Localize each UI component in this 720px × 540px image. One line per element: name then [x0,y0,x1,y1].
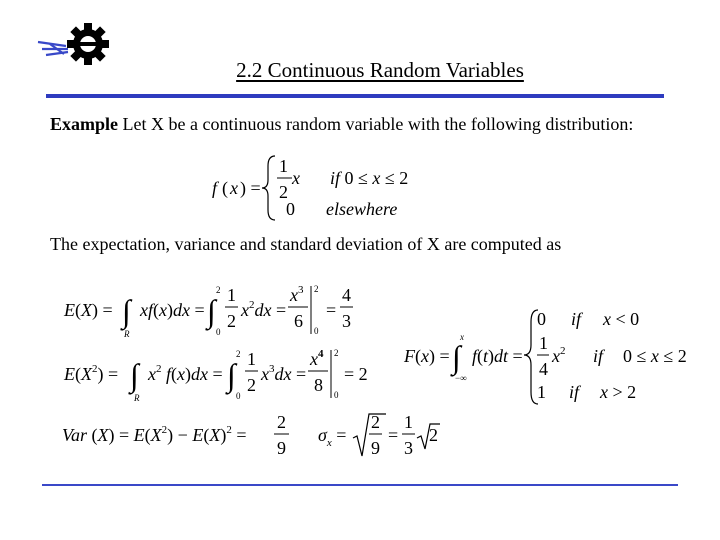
svg-text:x3: $x^3$ [290,284,304,305]
density-formula [212,156,408,220]
svg-text:1: 1 [404,412,413,432]
svg-text:σx =: $\sigma_x$ = [318,425,347,449]
svg-text:x: x [292,168,300,188]
svg-text:0: 0 [286,199,295,219]
svg-text:∫: ∫ [227,357,236,393]
svg-text:1: 1 [227,285,236,305]
svg-text:0: 0 [537,309,546,329]
svg-text:2: 2 [279,182,288,202]
svg-text:if: if [593,346,604,366]
svg-text:2: 2 [227,311,236,331]
svg-text:2: 2 [216,285,221,295]
svg-text:xf(x)dx =: xf(x)dx = [140,300,205,320]
svg-text:x4: $x^4$ [310,348,324,369]
svg-text:0: 0 [216,327,221,337]
expectation-formula [63,284,353,339]
svg-text:F(x) =: F(x) = [404,346,450,366]
svg-text:=: = [326,300,337,320]
svg-text:f(t)dt =: f(t)dt = [472,346,523,366]
svg-text:2: 2 [247,375,256,395]
svg-text:x2dx =: $x^2dx$ = [241,299,287,320]
svg-text:−∞: −∞ [455,373,467,383]
svg-text:4: 4 [539,359,548,379]
svg-text:2: 2 [371,412,380,432]
svg-text:R: R [134,393,140,403]
svg-text:2: 2 [236,349,241,359]
svg-text:1: 1 [247,349,256,369]
svg-text:∫: ∫ [452,339,461,375]
svg-text:R: R [124,329,130,339]
slide-title-text: 2.2 Continuous Random Variables [236,58,524,82]
svg-text:4: 4 [342,285,351,305]
svg-text:Var (X) = E(X2) − E(X)2 =: Var $(X) = E(X^2) - E(X)^2$ = [62,424,247,445]
svg-text:if: if [569,382,580,402]
second-moment-formula [63,348,368,403]
footer-divider [42,484,678,486]
svg-text:x < 0: x < 0 [603,309,640,329]
cdf-formula [403,309,687,404]
svg-text:0: 0 [314,326,319,336]
example-label: Example [50,114,119,134]
svg-text:x3dx =: $x^3dx$ = [261,363,307,384]
svg-text:9: 9 [371,438,380,458]
svg-text:∫: ∫ [207,293,216,329]
svg-text:) =: ) = [240,178,261,198]
svg-text:6: 6 [294,311,303,331]
computation-intro-text: The expectation, variance and standard deviation of X are computed as [50,234,562,254]
svg-text:x: x [460,332,464,342]
svg-text:x: x [230,178,238,198]
svg-text:E(X) =: E(X) = [64,300,113,320]
svg-text:2: 2 [334,348,339,358]
svg-text:∫: ∫ [130,357,139,393]
svg-text:=: = [388,425,399,445]
svg-text:1: 1 [539,333,548,353]
svg-text:x > 2: x > 2 [600,382,637,402]
svg-text:2: 2 [314,284,319,294]
svg-text:elsewhere: elsewhere [326,199,398,219]
svg-text:x2: $x^2$ [552,345,566,366]
svg-text:1: 1 [537,382,546,402]
svg-text:0: 0 [236,391,241,401]
svg-text:0 ≤ x ≤ 2: 0 ≤ x ≤ 2 [623,346,687,366]
svg-text:x2 f(x)dx =: $x^2$ f(x)dx = [148,363,223,384]
svg-text:if: if [571,309,582,329]
svg-text:2: 2 [277,412,286,432]
svg-text:0: 0 [334,390,339,400]
svg-text:(: ( [222,178,228,198]
svg-text:E(X2) =: $E(X^2)$ = [64,363,119,384]
variance-formula [62,412,440,458]
svg-text:= 2: = 2 [344,364,368,384]
svg-text:∫: ∫ [122,293,131,329]
svg-text:8: 8 [314,375,323,395]
svg-text:3: 3 [404,438,413,458]
svg-text:3: 3 [342,311,351,331]
svg-text:2: 2 [429,425,438,445]
example-text: Let X be a continuous random variable with the following distribution: [118,114,634,134]
svg-text:9: 9 [277,438,286,458]
svg-text:if 0 ≤ x ≤ 2: if 0 ≤ x ≤ 2 [330,168,409,188]
svg-text:1: 1 [279,156,288,176]
svg-text:f: f [212,178,218,198]
